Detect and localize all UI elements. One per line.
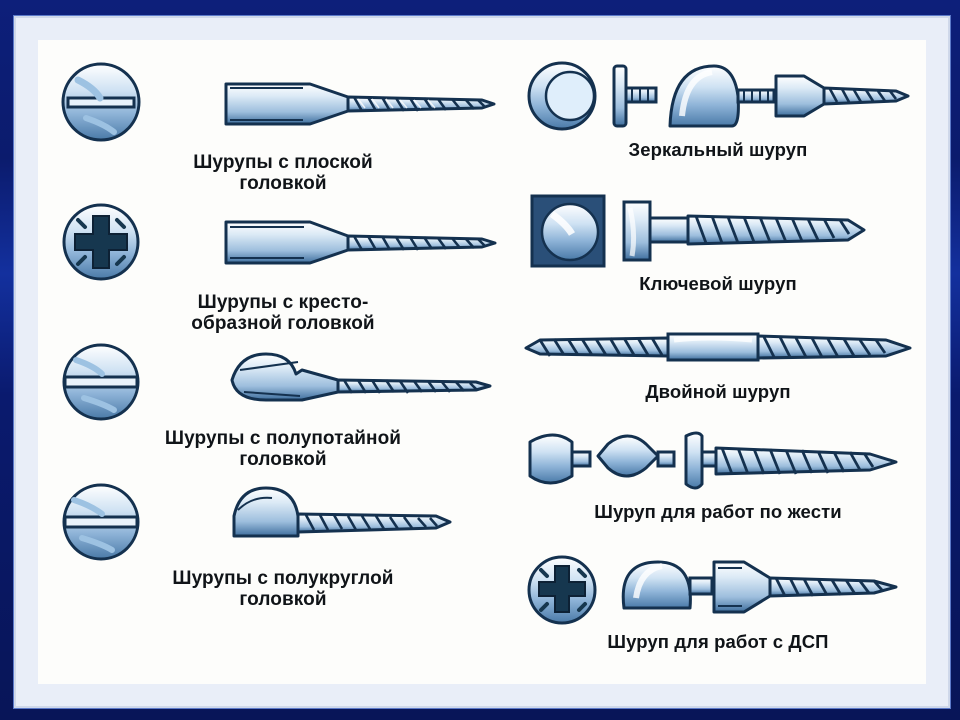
countersunk-screw-side-view [226, 222, 495, 263]
caption-tin-work-screw: Шуруп для работ по жести [594, 501, 842, 522]
art-mirror-screw [518, 56, 918, 140]
art-raised-countersunk-screws [48, 340, 518, 428]
slotted-round-head-top-view [63, 64, 139, 140]
flat-countersunk-screw-side-view [226, 82, 494, 125]
hex-lag-screw-side-view [650, 216, 864, 244]
double-ended-screw-side-view [526, 334, 910, 360]
art-flat-head-screws [48, 54, 518, 152]
image-frame [14, 16, 950, 708]
entry-tin-work-screw [518, 424, 918, 523]
entry-mirror-screw [518, 56, 918, 161]
slotted-oval-head-top-view [64, 345, 138, 419]
caption-cross-head-screws: Шурупы с кресто- образной головкой [191, 292, 375, 335]
countersunk-screw-side-view [776, 76, 908, 116]
threaded-stud [738, 90, 774, 102]
caption-key-screw: Ключевой шуруп [639, 273, 797, 294]
caption-chipboard-screw: Шуруп для работ с ДСП [607, 631, 829, 652]
entry-flat-head-screws [48, 54, 518, 195]
raised-countersunk-screw-side-view [232, 354, 490, 400]
art-key-screw [518, 188, 918, 274]
right-column [518, 40, 918, 684]
caption-raised-countersunk-screws: Шурупы с полупотайной головкой [164, 428, 402, 471]
entry-key-screw [518, 188, 918, 295]
art-chipboard-screw [518, 548, 918, 632]
entry-double-screw [518, 312, 918, 403]
art-cross-head-screws [48, 200, 518, 292]
art-round-head-screws [48, 476, 518, 568]
square-head-side-view [624, 202, 650, 260]
pozidriv-head-top-view [529, 557, 595, 623]
dome-cap-top-view [529, 63, 595, 129]
square-head-top-view [532, 196, 604, 266]
art-double-screw [518, 312, 918, 382]
round-head-screw-side-view [234, 488, 450, 536]
entry-cross-head-screws [48, 200, 518, 335]
left-column [48, 40, 518, 684]
pan-head-top-view [530, 435, 590, 483]
pan-head-front-view [598, 436, 674, 476]
entry-raised-countersunk-screws [48, 340, 518, 471]
cap-side-view [614, 66, 656, 126]
caption-round-head-screws: Шурупы с полукруглой головкой [172, 568, 394, 611]
countersunk-chipboard-screw-side-view [714, 562, 896, 612]
sharp-thread-screw-side-view [716, 448, 896, 474]
caption-flat-head-screws: Шурупы с плоской головкой [193, 152, 373, 195]
pan-head-side-view [686, 433, 716, 488]
entry-chipboard-screw [518, 548, 918, 653]
caption-mirror-screw: Зеркальный шуруп [628, 139, 808, 160]
dome-cap-half [670, 66, 738, 126]
dome-head-view [623, 562, 712, 608]
caption-double-screw: Двойной шуруп [645, 381, 791, 402]
pozidriv-head-top-view [64, 205, 138, 279]
slotted-dome-head-top-view [64, 485, 138, 559]
entry-round-head-screws [48, 476, 518, 611]
art-tin-work-screw [518, 424, 918, 502]
diagram-sheet [38, 40, 926, 684]
